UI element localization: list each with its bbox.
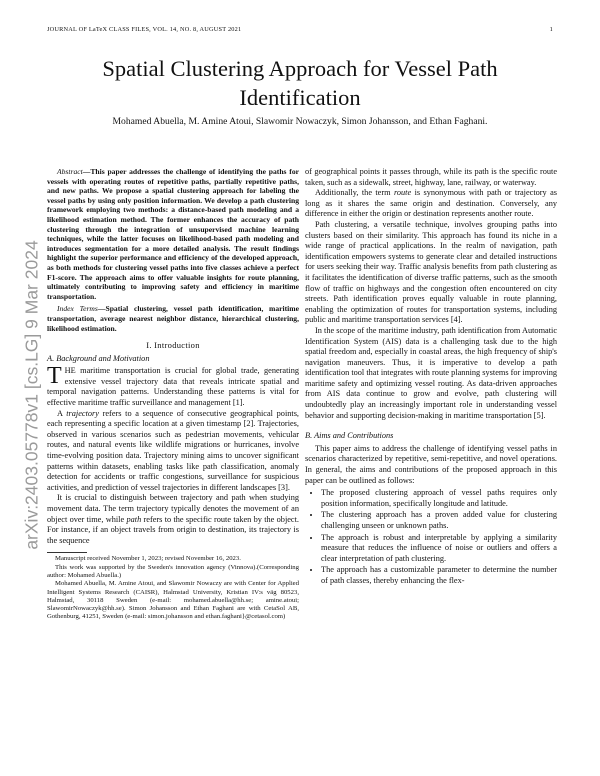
contributions-list [305,488,557,586]
page-number: 1 [549,26,553,33]
drop-cap: T [47,363,62,390]
footnote-rule [47,552,87,553]
p3-rest: refers to the specific route taken by the object. For instance, if an object travels from origin to destination, its trajectory is the sequence [47,514,299,545]
p2-lead: A [57,408,67,418]
index-terms [47,304,299,333]
p3-emphasis: path [126,514,142,524]
p2-emphasis: trajectory [66,408,99,418]
right-paragraph-0: of geographical points it passes through, while its path is the specific route taken, such as a sidewalk, street, highway, lane, railway, or waterway. [305,167,557,187]
right-paragraph-2: Path clustering, a versatile technique, involves grouping paths into clusters based on their similarity. This approach has found its niche in a wide range of practical applications. In the realm of navigation, path identification empowers systems to generate clear and detailed instructions for users seeking their way. Traffic analysis benefits from path clustering as it facilitates the identification of diverse traffic patterns, such as the smooth flow of traffic on highways and the congestion often encountered on city streets. Path identification proves equally valuable in route planning, enabling the optimization of routes for transportation systems, including public and maritime transportation services [4]. [305,219,557,325]
p3-lead: It is crucial to distinguish between trajectory and path when studying movement data. The term trajectory typically denotes the movement of an object over time, while [47,493,299,524]
abstract [47,167,299,301]
abstract-text: —This paper addresses the challenge of identifying the paths for vessels with operating routes of repetitive paths, partially repetitive paths, and new paths. We propose a spatial clustering approach for labeling the vessel paths by using only position information. We develop a path clustering framework employing two methods: a distance-based path modeling and a likelihood estimation method. The former enhances the accuracy of path clustering through the integration of unsupervised machine learning techniques, while the latter focuses on likelihood-based path modeling and introduces segmentation for a more detailed analysis. The result findings highlight the superior performance and efficiency of the developed approach, as both methods for clustering vessel paths into five classes achieve a perfect F1-score. The approach aims to offer valuable insights for route planning, ultimately contributing to improving safety and efficiency in maritime transportation. [47,167,299,301]
list-item: • The clustering approach has a proven added value for clustering challenging unseen or unknown paths. [321,510,557,531]
list-item: • The approach is robust and interpretable by applying a similarity measure that reduces the influence of noise or outliers and offers a clear interpretation of path clustering. [321,533,557,565]
footnote-3: Mohamed Abuella, M. Amine Atoui, and Slawomir Nowaczy are with Center for Applied Intelligent Systems Research (CAISR), Halmstad University, Kristian IV:s väg 80523, Halmstad, 30118 Sweden (e-mail: mohamed.abuella@hh.se; amine.atoui; SlawomirNowaczyk@hh.se). Simon Johansson and Ethan Faghani are with CetaSol AB, Gothenburg, 41251, Sweden (e-mail: simon.johansson and ethan.faghani}@cetasol.com) [47,580,299,621]
intro-paragraph-1-text: HE maritime transportation is crucial for global trade, generating extensive vessel trajectory data that reveals intricate spatial and temporal navigation patterns. Understanding these patterns is vital for effective maritime traffic surveillance and management [1]. [47,366,299,408]
running-header [47,26,553,33]
r1-rest: is synonymous with path or trajectory as long as it shares the same origin and destination. Conversely, any difference in either the origin or destination represents another route. [305,188,557,219]
subsection-heading-a: A. Background and Motivation [47,353,150,363]
right-paragraph-4: This paper aims to address the challenge of identifying vessel paths in scenarios characterized by repetitive, semi-repetitive, and novel operations. In general, the aims and contributions of the proposed approach in this paper can be outlined as follows: [305,443,557,485]
index-terms-text: —Spatial clustering, vessel path identification, maritime transportation, average nearest neighbor distance, hierarchical clustering, likelihood estimation. [47,304,299,333]
p2-rest: refers to a sequence of consecutive geographical points, each representing a specific location at a given timestamp [2]. Trajectories, observed in various scenarios such as pedestrian movements, vehicular routes, and natural events like wildlife migrations or hurricanes, involve time-evolving position data. Trajectory mining aims to uncover significant patterns within datasets, enabling tasks like path classification, anomaly detection for accidents or traffic congestions, surveillance for suspicious activities, and prediction of vessel trajectories in different landscapes [3]. [47,408,300,492]
footnotes [47,555,299,621]
right-paragraph-1 [305,188,557,220]
left-column [47,167,299,622]
section-heading: I. Introduction [146,340,200,351]
journal-header: JOURNAL OF LaTeX CLASS FILES, VOL. 14, NO. 8, AUGUST 2021 [47,26,242,33]
list-item: • The approach has a customizable parameter to determine the number of path classes, thereby enhancing the flex- [321,565,557,586]
r1-lead: Additionally, the term [315,188,394,198]
right-paragraph-3: In the scope of the maritime industry, path identification from Automatic Identification System (AIS) data is a challenging task due to the high spatial freedom and, especially in coastal areas, the high frequency of ship's navigation maneuvers. Thus, it is imperative to develop a path identification tool that integrates with route planning systems for improving maritime safety and optimizing vessel routing. As data-driven approaches from AIS data continue to grow and evolve, path clustering will undoubtedly play an increasingly important role in understanding vessel behavior and supporting decision-making in maritime transportation [5]. [305,325,557,420]
abstract-label: Abstract [57,167,83,176]
arxiv-stamp: arXiv:2403.05778v1 [cs.LG] 9 Mar 2024 [21,240,42,550]
paper-title: Spatial Clustering Approach for Vessel Path Identification [102,56,498,110]
r1-emphasis: route [393,188,412,198]
intro-paragraph-1 [47,363,299,408]
arxiv-stamp-container [12,160,52,630]
subsection-heading-b: B. Aims and Contributions [305,431,394,441]
index-terms-label: Index Terms [57,304,98,314]
footnote-2: This work was supported by the Sweden's innovation agency (Vinnova).(Corresponding author: Mohamed Abuella.) [47,563,299,579]
list-item: • The proposed clustering approach of vessel paths requires only position information, specifically longitude and latitude. [321,488,557,509]
intro-paragraph-3 [47,493,299,546]
right-column [305,167,557,588]
author-list: Mohamed Abuella, M. Amine Atoui, Slawomir Nowaczyk, Simon Johansson, and Ethan Faghani. [112,116,488,127]
footnote-1: Manuscript received November 1, 2023; revised November 16, 2023. [55,555,241,563]
intro-paragraph-2 [47,409,299,494]
